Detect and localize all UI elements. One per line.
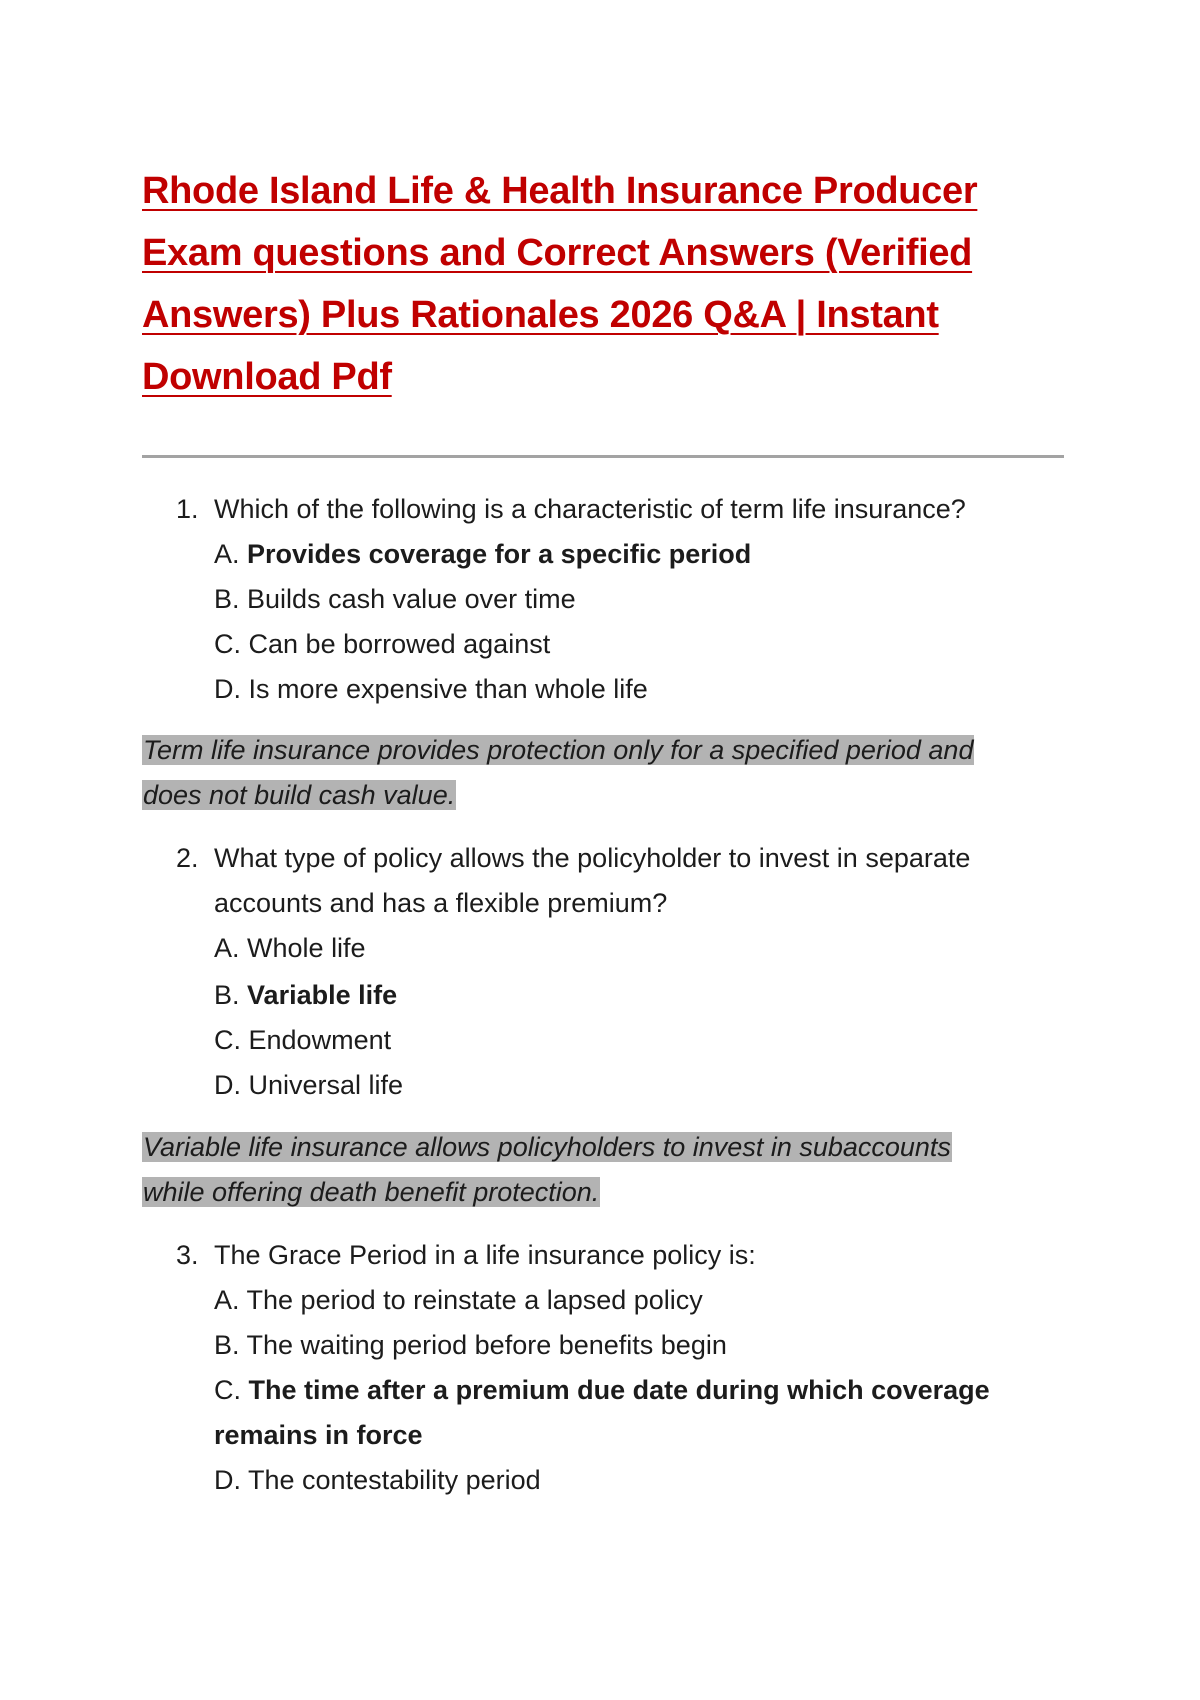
option-text: Whole life: [247, 933, 366, 963]
option-text: The waiting period before benefits begin: [246, 1330, 727, 1360]
option-text: Can be borrowed against: [248, 629, 551, 659]
question-number: 3.: [176, 1240, 199, 1270]
option-b: [214, 577, 576, 622]
rationale-text: does not build cash value.: [143, 780, 456, 810]
option-letter: A.: [214, 933, 240, 963]
option-letter: C.: [214, 1375, 241, 1405]
title-line: Answers) Plus Rationales 2026 Q&A | Instant: [142, 294, 939, 336]
rationale-line: [142, 773, 456, 818]
title-line: Exam questions and Correct Answers (Verified: [142, 232, 973, 274]
question-number: 1.: [176, 494, 199, 524]
option-text-correct: The time after a premium due date during which coverage: [248, 1375, 990, 1405]
option-text-correct: remains in force: [214, 1420, 423, 1450]
question-text: The Grace Period in a life insurance policy is:: [214, 1240, 756, 1270]
option-a: [214, 926, 366, 971]
question-text: What type of policy allows the policyholder to invest in separate: [214, 843, 971, 873]
rationale-text: Variable life insurance allows policyholders to invest in subaccounts: [143, 1132, 951, 1162]
option-letter: D.: [214, 1070, 241, 1100]
option-text: Endowment: [248, 1025, 392, 1055]
option-c: [214, 1368, 990, 1413]
question-number: 2.: [176, 843, 199, 873]
title-line: Rhode Island Life & Health Insurance Producer: [142, 170, 978, 212]
option-letter: B.: [214, 584, 240, 614]
option-letter: C.: [214, 629, 241, 659]
option-text: Builds cash value over time: [247, 584, 576, 614]
option-text: The contestability period: [248, 1465, 541, 1495]
option-c: [214, 1018, 391, 1063]
question-stem: [176, 836, 970, 881]
option-letter: D.: [214, 1465, 241, 1495]
option-d: [214, 1458, 541, 1503]
option-c-continuation: [214, 1413, 423, 1458]
rationale-line: [142, 728, 974, 773]
option-letter: A.: [214, 1285, 240, 1315]
question-stem: [176, 1233, 756, 1278]
option-d: [214, 1063, 403, 1108]
question-stem: [176, 487, 966, 532]
title-line: Download Pdf: [142, 356, 392, 398]
option-b: [214, 973, 397, 1018]
option-text: Universal life: [248, 1070, 404, 1100]
rationale-text: while offering death benefit protection.: [143, 1177, 600, 1207]
option-d: [214, 667, 648, 712]
question-stem-continuation: accounts and has a flexible premium?: [214, 888, 668, 918]
rationale-line: [142, 1170, 600, 1215]
option-b: [214, 1323, 727, 1368]
option-letter: A.: [214, 539, 240, 569]
option-letter: C.: [214, 1025, 241, 1055]
option-c: [214, 622, 550, 667]
option-a: [214, 1278, 703, 1323]
option-letter: B.: [214, 1330, 240, 1360]
option-a: [214, 532, 751, 577]
option-text-correct: Variable life: [247, 980, 398, 1010]
rationale-text: Term life insurance provides protection only for a specified period and: [143, 735, 974, 765]
option-letter: D.: [214, 674, 241, 704]
question-text: Which of the following is a characteristic of term life insurance?: [214, 494, 966, 524]
option-text: The period to reinstate a lapsed policy: [246, 1285, 703, 1315]
rationale-line: [142, 1125, 952, 1170]
option-text-correct: Provides coverage for a specific period: [247, 539, 752, 569]
option-letter: B.: [214, 980, 240, 1010]
document-title: [142, 160, 1022, 408]
horizontal-divider: [142, 455, 1064, 458]
option-text: Is more expensive than whole life: [248, 674, 648, 704]
